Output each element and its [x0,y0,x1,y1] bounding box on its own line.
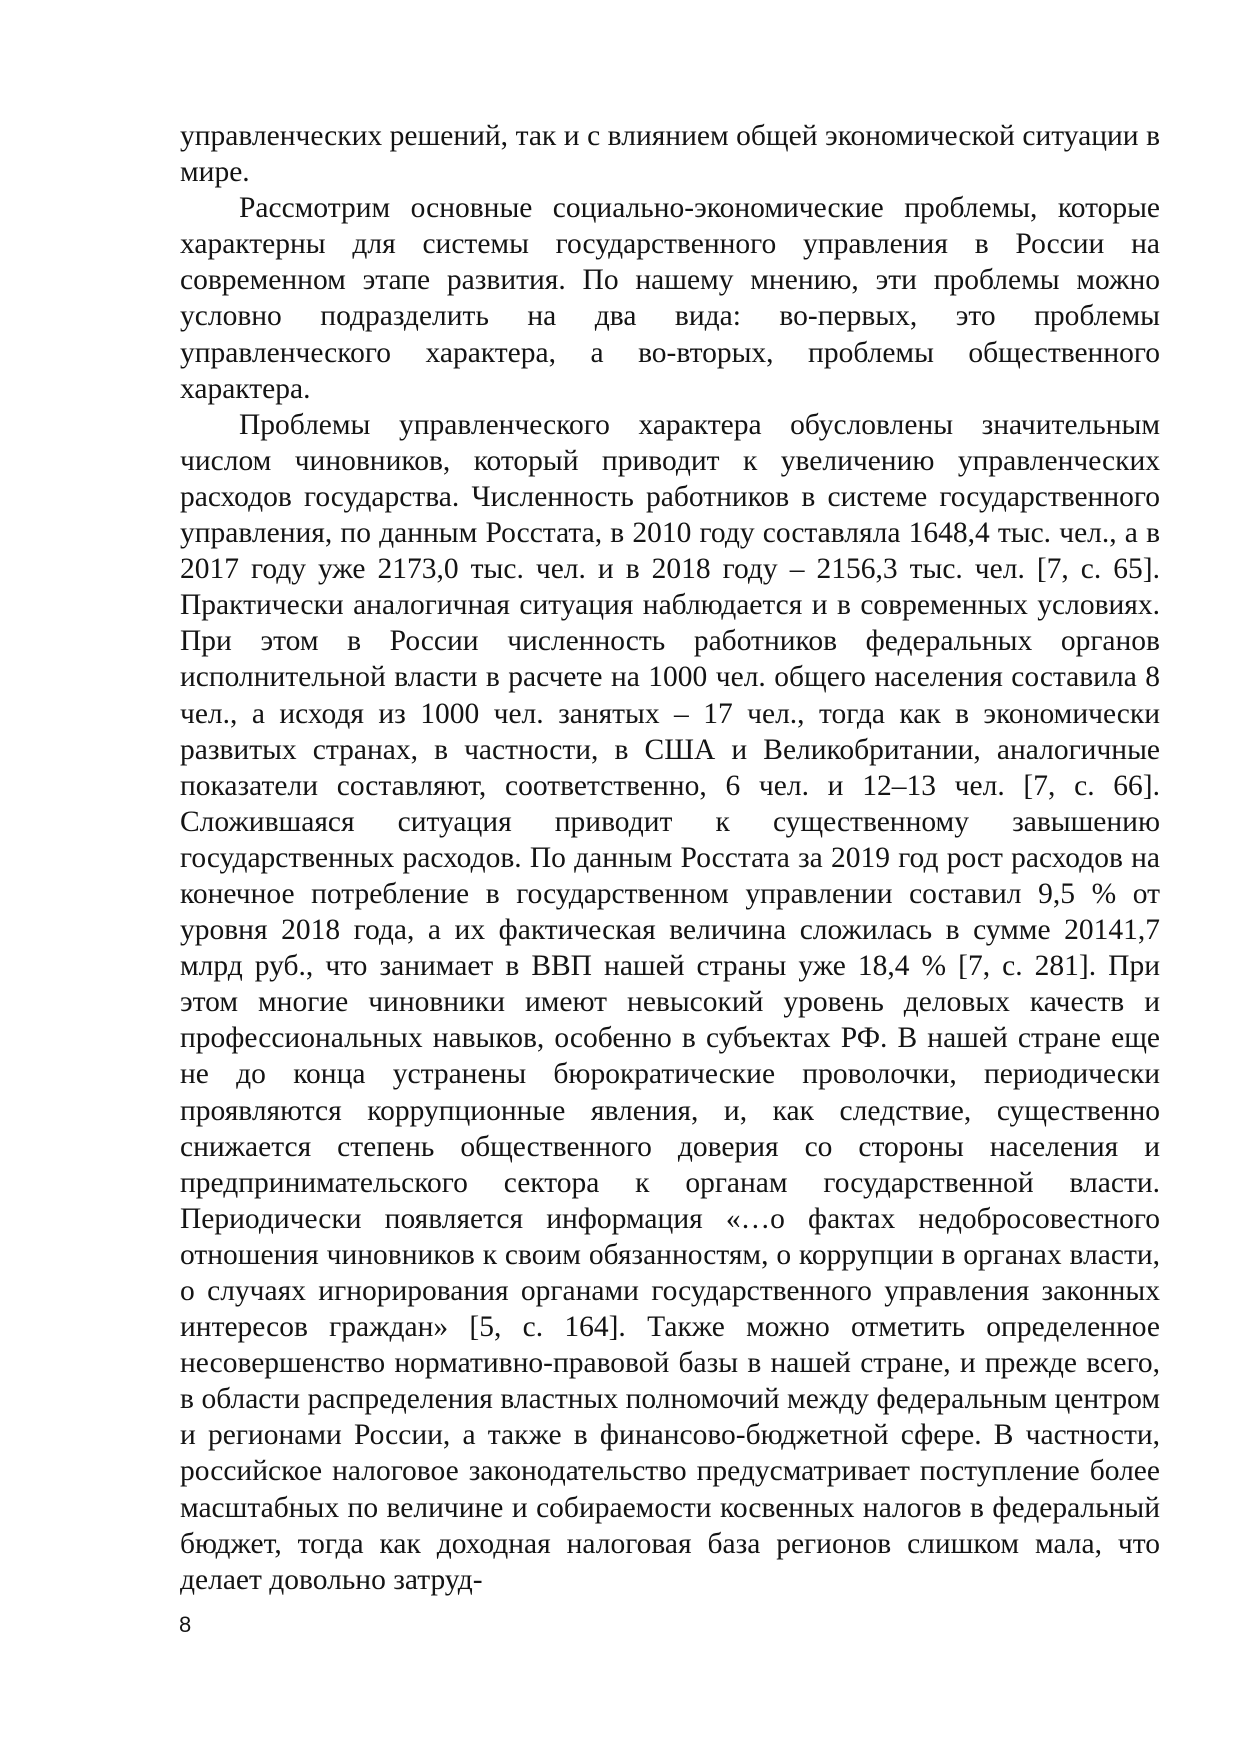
paragraph-management-problems: Проблемы управленческого характера обусловлены значительным числом чиновников, который приводит к увеличению управленческих расходов государства. Численность работников в системе государственного управления, по данным Росстата, в 2010 году составляла 1648,4 тыс. чел., а в 2017 году уже 2173,0 тыс. чел. и в 2018 году – 2156,3 тыс. чел. [7, с. 65]. Практически аналогичная ситуация наблюдается и в современных условиях. При этом в России численность работников федеральных органов исполнительной власти в расчете на 1000 чел. общего населения составила 8 чел., а исходя из 1000 чел. занятых – 17 чел., тогда как в экономически развитых странах, в частности, в США и Великобритании, аналогичные показатели составляют, соответственно, 6 чел. и 12–13 чел. [7, с. 66]. Сложившаяся ситуация приводит к существенному завышению государственных расходов. По данным Росстата за 2019 год рост расходов на конечное потребление в государственном управлении составил 9,5 % от уровня 2018 года, а их фактическая величина сложилась в сумме 20141,7 млрд руб., что занимает в ВВП нашей страны уже 18,4 % [7, с. 281]. При этом многие чиновники имеют невысокий уровень деловых качеств и профессиональных навыков, особенно в субъектах РФ. В нашей стране еще не до конца устранены бюрократические проволочки, периодически проявляются коррупционные явления, и, как следствие, существенно снижается степень общественного доверия со стороны населения и предпринимательского сектора к органам государственной власти. Периодически появляется информация «…о фактах недобросовестного отношения чиновников к своим обязанностям, о коррупции в органах власти, о случаях игнорирования органами государственного управления законных интересов граждан» [5, с. 164]. Также можно отметить определенное несовершенство нормативно-правовой базы в нашей стране, и прежде всего, в области распределения властных полномочий между федеральным центром и регионами России, а также в финансово-бюджетной сфере. В частности, российское налоговое законодательство предусматривает поступление более масштабных по величине и собираемости косвенных налогов в федеральный бюджет, тогда как доходная налоговая база регионов слишком мала, что делает довольно затруд- [180,408,1160,1596]
paragraph-problems-intro: Рассмотрим основные социально-экономические проблемы, которые характерны для системы государственного управления в России на современном этапе развития. По нашему мнению, эти проблемы можно условно подразделить на два вида: во-первых, это проблемы управленческого характера, а во-вторых, проблемы общественного характера. [180,192,1160,405]
body-text [180,118,1160,1598]
paragraph-continuation: управленческих решений, так и с влиянием общей экономической ситуации в мире. [180,120,1160,189]
page-number: 8 [179,1612,192,1637]
